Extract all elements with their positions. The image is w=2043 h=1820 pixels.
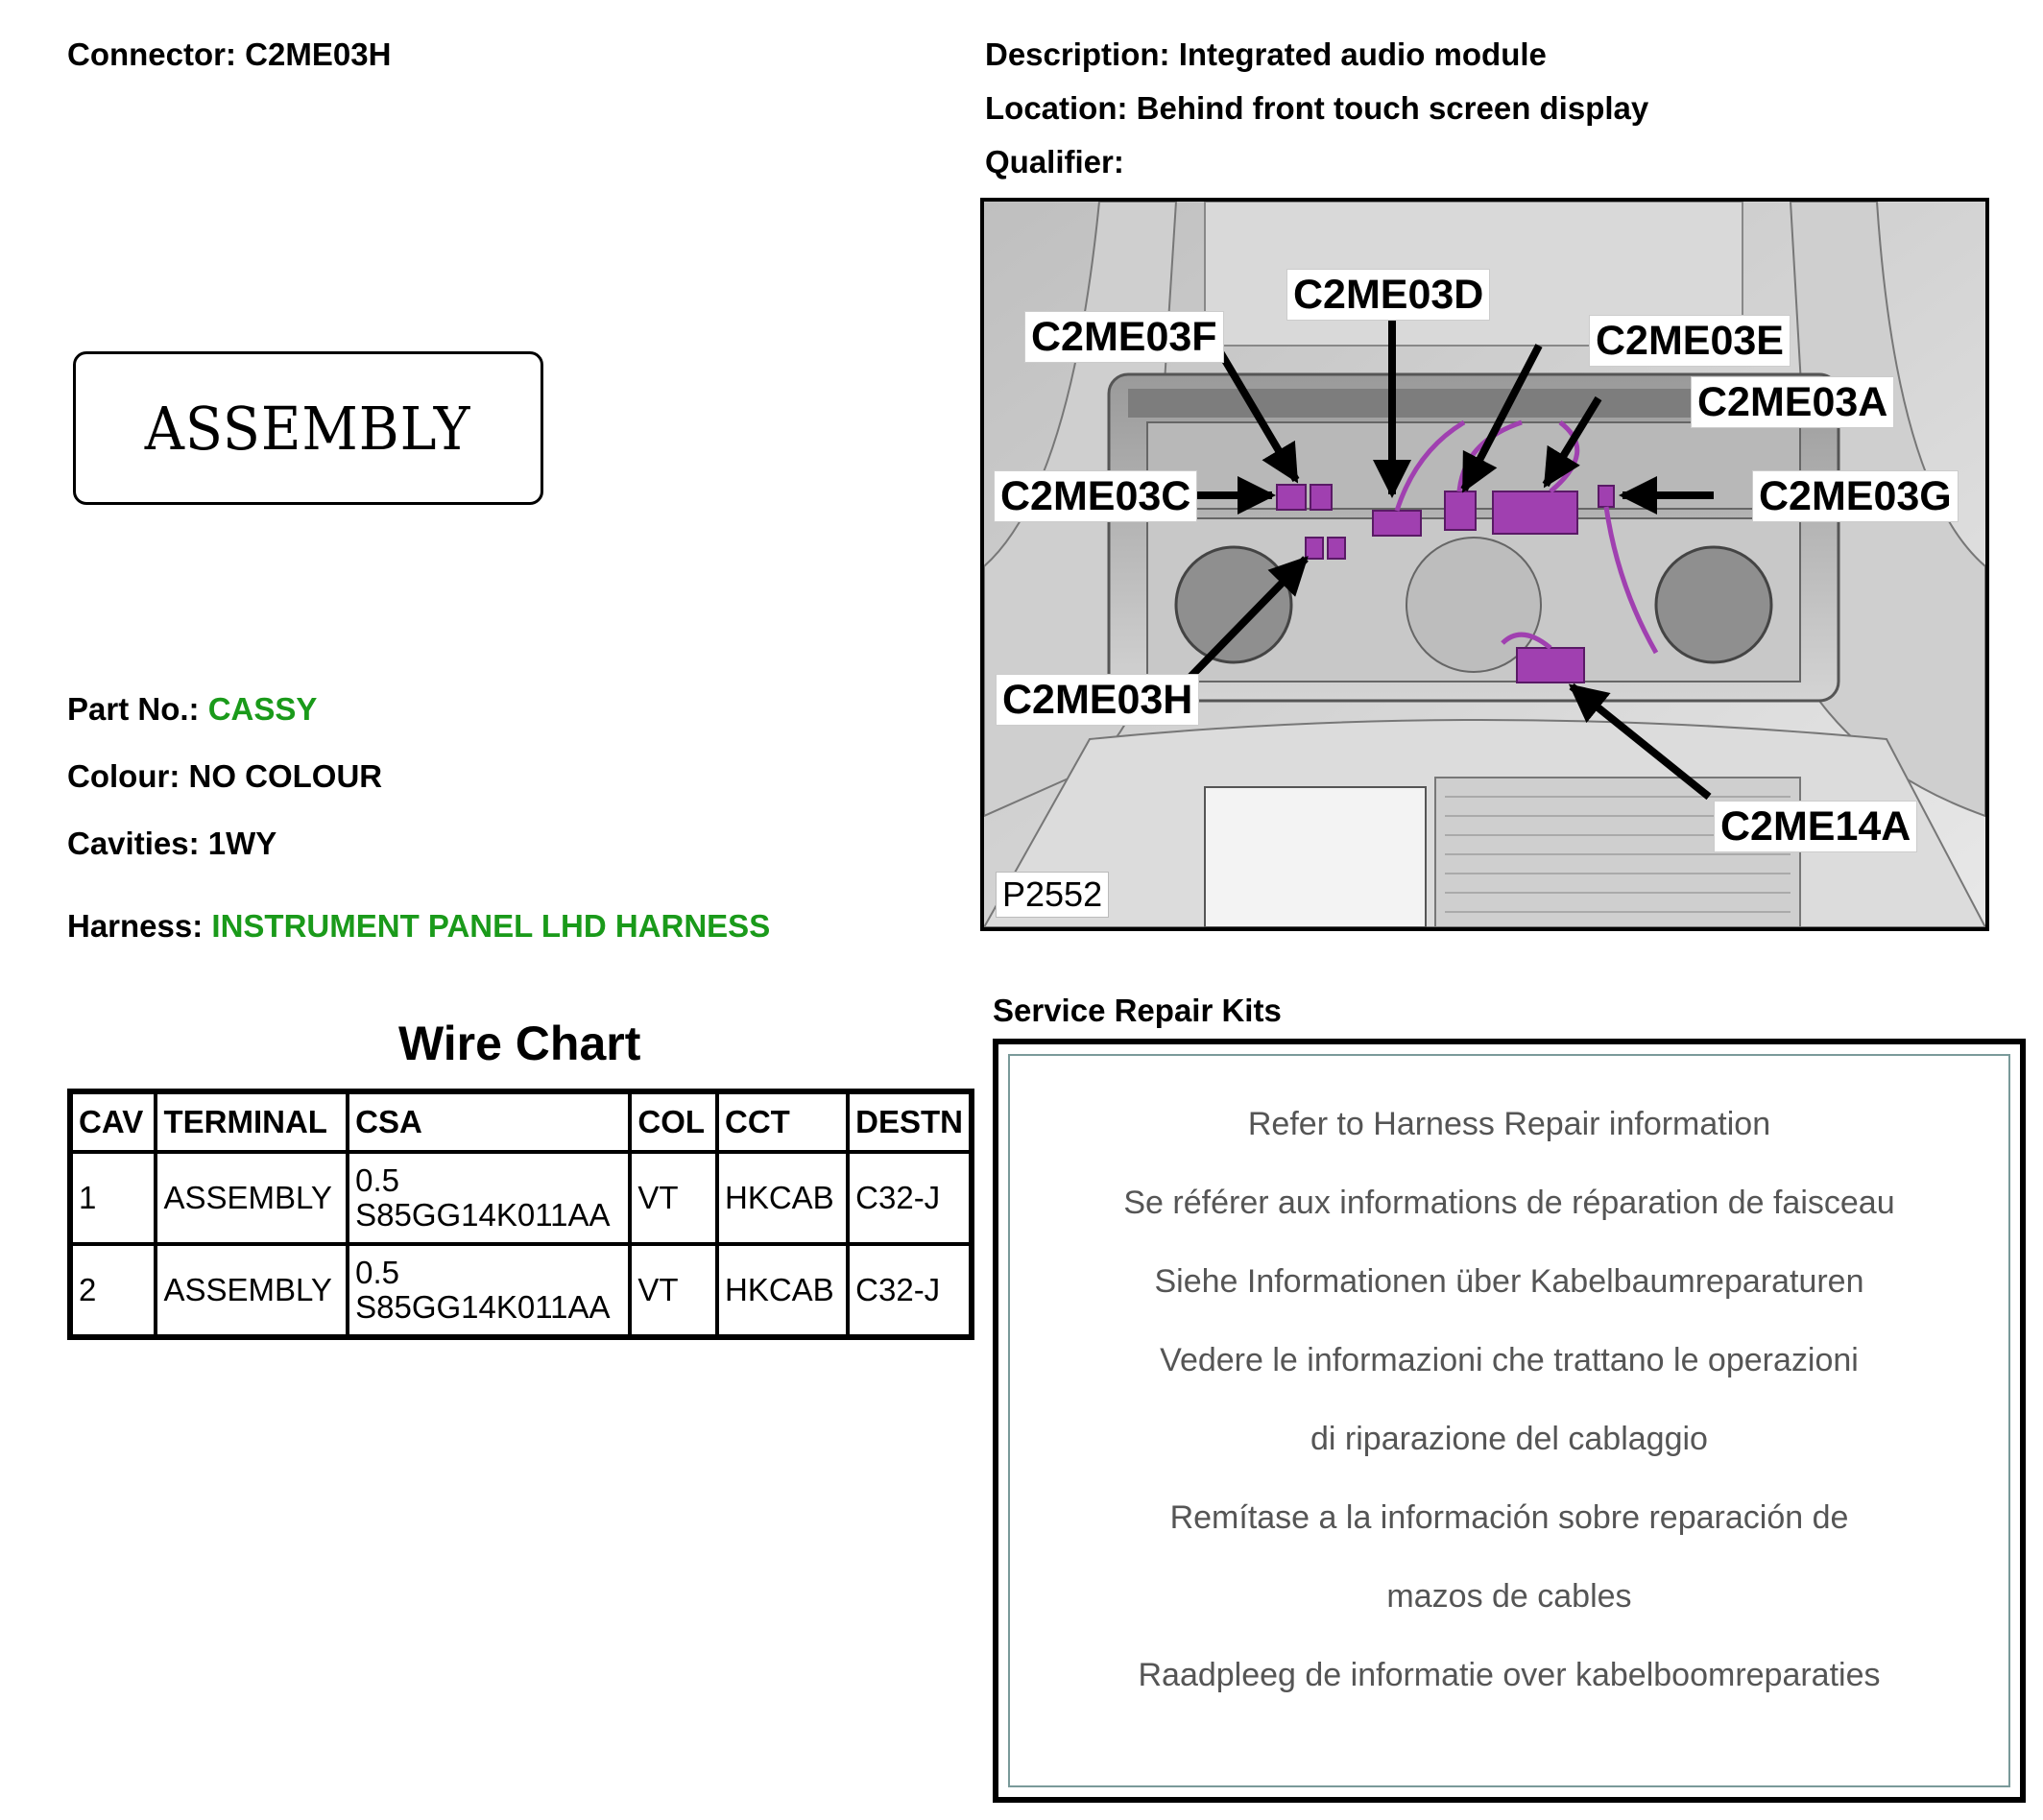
table-row (70, 1244, 972, 1337)
cavities-line (67, 826, 276, 862)
cavities-label: Cavities: (67, 826, 200, 861)
harness-value[interactable]: INSTRUMENT PANEL LHD HARNESS (211, 908, 771, 944)
header-cct: CCT (717, 1091, 848, 1152)
wire-chart-header-row (70, 1091, 972, 1152)
repair-info-line: Vedere le informazioni che trattano le operazioni (1160, 1342, 1859, 1378)
cell-cct: HKCAB (717, 1244, 848, 1337)
header-csa: CSA (348, 1091, 630, 1152)
repair-info-line: Refer to Harness Repair information (1247, 1106, 1771, 1142)
repair-info-line: Se référer aux informations de réparation de faisceau (1123, 1185, 1895, 1221)
wire-chart-title: Wire Chart (398, 1017, 641, 1070)
header-col: COL (630, 1091, 717, 1152)
callout-c2me03g: C2ME03G (1752, 470, 1959, 522)
repair-info-line: Siehe Informationen über Kabelbaumreparaturen (1154, 1263, 1864, 1300)
connector-value: C2ME03H (245, 36, 392, 72)
assembly-box (73, 351, 543, 505)
location-line (985, 90, 1648, 127)
cell-csa (348, 1244, 630, 1337)
colour-value: NO COLOUR (188, 758, 383, 794)
cell-cav: 1 (70, 1152, 156, 1244)
repair-info-line: Remítase a la información sobre reparación de (1169, 1499, 1849, 1536)
description-line (985, 36, 1547, 73)
colour-label: Colour: (67, 758, 180, 794)
header-cav: CAV (70, 1091, 156, 1152)
cell-cav: 2 (70, 1244, 156, 1337)
harness-line (67, 908, 770, 945)
header-destn: DESTN (848, 1091, 972, 1152)
callout-c2me03d: C2ME03D (1286, 269, 1490, 321)
csa-part: S85GG14K011AA (355, 1197, 611, 1233)
repair-info-line: Raadpleeg de informatie over kabelboomreparaties (1138, 1657, 1881, 1693)
service-repair-kits-title: Service Repair Kits (993, 993, 1282, 1028)
repair-info-line: di riparazione del cablaggio (1310, 1421, 1708, 1457)
qualifier-line (985, 144, 1124, 180)
cell-csa (348, 1152, 630, 1244)
colour-line (67, 758, 382, 795)
connector-label: Connector: (67, 36, 236, 72)
header-terminal: TERMINAL (156, 1091, 348, 1152)
cavities-value: 1WY (207, 826, 277, 861)
repair-info-line: mazos de cables (1386, 1578, 1632, 1615)
description-label: Description: (985, 36, 1170, 72)
callout-c2me03a: C2ME03A (1691, 376, 1894, 428)
cell-terminal: ASSEMBLY (156, 1244, 348, 1337)
callout-c2me03f: C2ME03F (1024, 311, 1224, 363)
location-value: Behind front touch screen display (1136, 90, 1649, 126)
table-row (70, 1152, 972, 1244)
part-no-line (67, 691, 317, 728)
callout-c2me03h: C2ME03H (996, 674, 1199, 726)
cell-destn: C32-J (848, 1152, 972, 1244)
cell-terminal: ASSEMBLY (156, 1152, 348, 1244)
wire-chart-table (67, 1089, 974, 1340)
service-repair-kits-inner (1008, 1054, 2010, 1787)
csa-size: 0.5 (355, 1255, 399, 1290)
harness-label: Harness: (67, 908, 204, 944)
part-no-label: Part No.: (67, 691, 200, 727)
callout-c2me14a: C2ME14A (1714, 801, 1917, 852)
connector-line (67, 36, 391, 73)
csa-part: S85GG14K011AA (355, 1289, 611, 1325)
callout-c2me03c: C2ME03C (994, 470, 1197, 522)
connector-location-image (980, 198, 1989, 931)
cell-destn: C32-J (848, 1244, 972, 1337)
description-value: Integrated audio module (1178, 36, 1547, 72)
assembly-text: ASSEMBLY (145, 393, 471, 464)
cell-cct: HKCAB (717, 1152, 848, 1244)
csa-size: 0.5 (355, 1162, 399, 1198)
location-label: Location: (985, 90, 1128, 126)
cell-col: VT (630, 1152, 717, 1244)
part-no-value[interactable]: CASSY (207, 691, 318, 727)
qualifier-label: Qualifier: (985, 144, 1124, 180)
callout-c2me03e: C2ME03E (1589, 315, 1791, 367)
image-reference-code: P2552 (996, 872, 1109, 918)
service-repair-kits-panel (993, 1039, 2026, 1803)
cell-col: VT (630, 1244, 717, 1337)
